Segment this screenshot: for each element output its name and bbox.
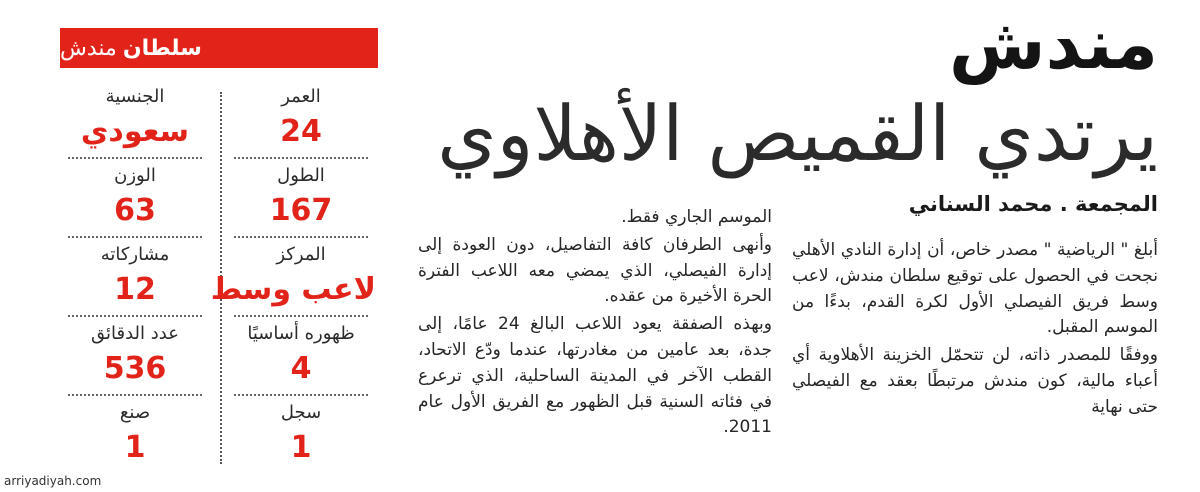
stat-separator xyxy=(234,315,368,317)
stat-separator xyxy=(68,236,202,238)
profile-header xyxy=(60,28,378,68)
stat-value: 63 xyxy=(114,193,156,228)
stat-separator xyxy=(68,315,202,317)
article-paragraph: الموسم الجاري فقط. xyxy=(621,207,772,227)
stat-label: المركز xyxy=(276,244,326,265)
stat-value: 536 xyxy=(103,351,167,386)
stat-label: الوزن xyxy=(114,165,156,186)
article-paragraph: وبهذه الصفقة يعود اللاعب البالغ 24 عامًا، إلى جدة، بعد عامين من مغادرتها، عندما ودّع الاتحاد، القطب الآخر في المدينة الساحلية، الذي ترعرع في فئاته السنية قبل الظهور مع الفريق الأول عام 2011. xyxy=(418,314,772,438)
stat-appearances xyxy=(60,240,210,319)
stat-label: عدد الدقائق xyxy=(91,323,179,344)
stat-starts xyxy=(226,319,376,398)
stat-separator xyxy=(234,394,368,396)
stat-label: الجنسية xyxy=(105,86,165,107)
headline-subtitle: يرتدي القميص الأهلاوي xyxy=(437,89,1158,178)
stat-nationality xyxy=(60,82,210,161)
stat-minutes xyxy=(60,319,210,398)
stat-assists xyxy=(60,398,210,477)
byline: المجمعة . محمد السناني xyxy=(908,192,1158,216)
stat-value: لاعب وسط xyxy=(210,272,376,307)
profile-last-name: مندش xyxy=(60,35,117,61)
profile-first-name: سلطان xyxy=(122,35,202,61)
stat-weight xyxy=(60,161,210,240)
stat-separator xyxy=(68,394,202,396)
stat-separator xyxy=(68,157,202,159)
stat-height xyxy=(226,161,376,240)
stat-value: 1 xyxy=(290,430,312,465)
stat-value: 12 xyxy=(114,272,156,307)
stat-value: 167 xyxy=(269,193,333,228)
headline-name: مندش xyxy=(949,3,1158,85)
stat-label: سجل xyxy=(280,402,322,423)
stat-position xyxy=(210,240,376,319)
stat-age xyxy=(226,82,376,161)
stat-value: 1 xyxy=(124,430,146,465)
site-watermark: arriyadiyah.com xyxy=(4,474,102,488)
stat-label: صنع xyxy=(119,402,151,423)
article-paragraph: أبلغ " الرياضية " مصدر خاص، أن إدارة النادي الأهلي نجحت في الحصول على توقيع سلطان مندش، لاعب وسط فريق الفيصلي الأول لكرة القدم، بدءًا من الموسم المقبل. xyxy=(792,240,1158,338)
stat-separator xyxy=(234,157,368,159)
article-paragraph: وأنهى الطرفان كافة التفاصيل، دون العودة إلى إدارة الفيصلي، الذي يمضي معه اللاعب الفترة الحرة الأخيرة من عقده. xyxy=(418,234,772,307)
stat-goals xyxy=(226,398,376,477)
stat-value: 24 xyxy=(280,114,322,149)
stat-value: سعودي xyxy=(80,114,190,149)
stat-separator xyxy=(234,236,368,238)
profile-stats-right xyxy=(210,82,376,477)
player-profile-box xyxy=(60,28,378,464)
stat-label: الطول xyxy=(277,165,325,186)
article-column-left xyxy=(418,205,772,441)
article-paragraph: ووفقًا للمصدر ذاته، لن تتحمّل الخزينة الأهلاوية أي أعباء مالية، كون مندش مرتبطًا بعقد مع الفيصلي حتى نهاية xyxy=(792,345,1158,417)
stat-label: ظهوره أساسيًا xyxy=(247,323,355,344)
stat-label: العمر xyxy=(281,86,321,107)
stat-value: 4 xyxy=(290,351,312,386)
stat-label: مشاركاته xyxy=(100,244,170,265)
profile-stats-left xyxy=(60,82,210,477)
article-column-right xyxy=(792,238,1158,421)
